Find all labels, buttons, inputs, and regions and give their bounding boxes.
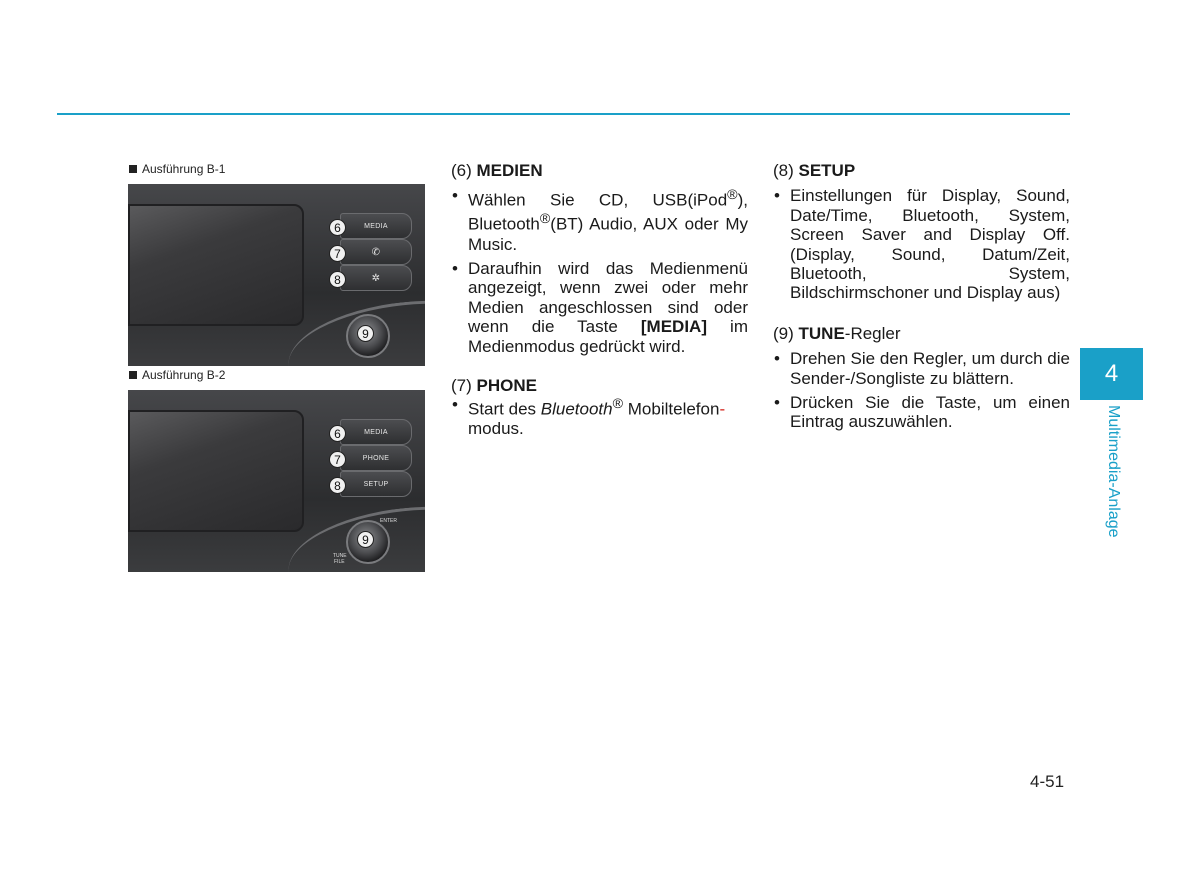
text-run: Mobiltelefon	[623, 400, 720, 420]
section-heading-setup	[773, 161, 1070, 180]
italic-run: Bluetooth	[540, 400, 613, 420]
key-name: [MEDIA]	[640, 317, 707, 337]
phone-button-label: PHONE	[362, 454, 390, 462]
phone-button	[340, 445, 412, 471]
caption-text: Ausführung B-2	[142, 368, 226, 382]
bullet-tune-press: • Drücken Sie die Taste, um einen Eintrag auszuwählen.	[773, 393, 1070, 432]
media-button	[340, 213, 412, 239]
text-run: (BT) Audio, AUX oder My Music.	[468, 215, 748, 254]
file-label: FILE	[334, 559, 345, 565]
figure-caption-b1	[129, 162, 225, 176]
text-run: ), Bluetooth	[468, 191, 748, 235]
section-heading-phone	[451, 376, 748, 395]
setup-button	[340, 265, 412, 291]
text-run: Daraufhin wird das Medienmenü angezeigt, wenn zwei oder mehr Medien angeschlossen sind oder wenn die Taste	[468, 258, 748, 337]
text-run: modus.	[468, 419, 524, 439]
bullet-media-sources	[451, 186, 748, 254]
bullet-setup: • Einstellungen für Display, Sound, Date/Time, Bluetooth, System, Screen Saver and Display Off. (Display, Sound, Datum/Zeit, Bluetooth, System, Bildschirmschoner und Display aus)	[773, 186, 1070, 302]
head-unit-photo-b2	[128, 390, 425, 572]
registered-mark: ®	[539, 211, 551, 228]
caption-text: Ausführung B-1	[142, 162, 226, 176]
callout-7: 7	[329, 245, 346, 262]
section-title: PHONE	[476, 375, 537, 395]
section-heading-medien	[451, 161, 748, 180]
media-button	[340, 419, 412, 445]
top-rule	[57, 113, 1070, 115]
caption-square	[129, 371, 137, 379]
section-title-rest: -Regler	[844, 323, 901, 343]
section-heading-tune	[773, 324, 1070, 343]
head-unit-photo-b1	[128, 184, 425, 366]
callout-7: 7	[329, 451, 346, 468]
setup-button	[340, 471, 412, 497]
text-column-1	[451, 161, 748, 444]
text-run: Wählen Sie CD, USB(iPod	[468, 191, 728, 211]
phone-button	[340, 239, 412, 265]
display-screen	[128, 410, 304, 532]
section-title: TUNE	[798, 323, 845, 343]
section-number: (8)	[773, 161, 799, 180]
bullet-tune-rotate: • Drehen Sie den Regler, um durch die Sender-/Songliste zu blättern.	[773, 349, 1070, 388]
hyphen: -	[719, 400, 726, 420]
callout-6: 6	[329, 425, 346, 442]
section-number: (6)	[451, 161, 477, 180]
display-screen	[128, 204, 304, 326]
gear-icon: ✲	[371, 272, 381, 284]
callout-9: 9	[357, 531, 374, 548]
chapter-number-tab: 4	[1080, 348, 1143, 400]
text-column-2	[773, 161, 1070, 437]
section-number: (9)	[773, 323, 799, 343]
tune-label: TUNE	[333, 553, 347, 559]
enter-label: ENTER	[380, 518, 397, 524]
media-button-label: MEDIA	[364, 428, 388, 436]
caption-square	[129, 165, 137, 173]
callout-8: 8	[329, 271, 346, 288]
registered-mark: ®	[612, 396, 624, 413]
setup-button-label: SETUP	[363, 480, 389, 488]
text-run: Start des	[468, 400, 541, 420]
callout-9: 9	[357, 325, 374, 342]
figure-caption-b2	[129, 368, 225, 382]
chapter-title-vertical: Multimedia-Anlage	[1105, 405, 1122, 538]
registered-mark: ®	[727, 187, 738, 204]
section-title: MEDIEN	[476, 161, 543, 180]
section-number: (7)	[451, 375, 477, 395]
page-number: 4-51	[1030, 772, 1065, 791]
section-title: SETUP	[798, 161, 856, 180]
bullet-phone	[451, 395, 748, 438]
media-button-label: MEDIA	[364, 222, 388, 230]
phone-icon: ✆	[371, 246, 381, 258]
bullet-media-menu	[451, 259, 748, 356]
callout-6: 6	[329, 219, 346, 236]
callout-8: 8	[329, 477, 346, 494]
text-run: im Medienmodus gedrückt wird.	[468, 317, 748, 356]
